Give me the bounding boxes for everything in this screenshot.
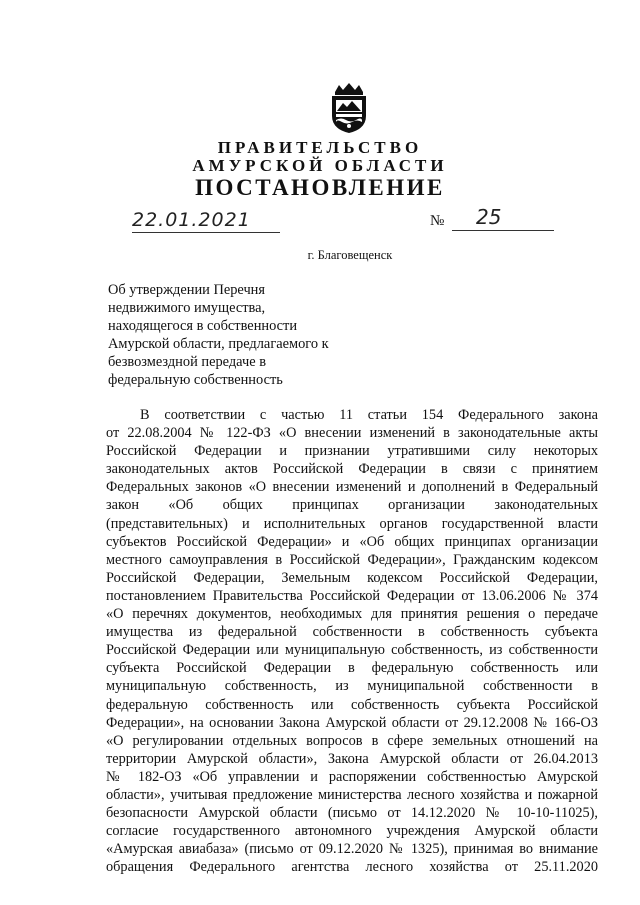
body-line: субъекта Российской Федерации в федеральную собственность или	[106, 660, 598, 677]
body-line: закон «Об общих принципах организации законодательных	[106, 497, 598, 514]
body-line: № 182-ОЗ «Об управлении и распоряжении собственностью Амурской	[106, 768, 598, 785]
body-line: местного самоуправления в Российской Федерации», Гражданским кодексом	[106, 551, 598, 568]
body-line: В соответствии с частью 11 статьи 154 Федерального закона	[140, 407, 598, 423]
body-line: имущества из федеральной собственности в собственность субъекта	[106, 624, 598, 641]
body-line: законодательных актов Российской Федерации в связи с принятием	[106, 461, 598, 478]
body-line: территории Амурской области», Закона Амурской области от 26.04.2013	[106, 750, 598, 767]
body-line: безопасности Амурской области (письмо от 14.12.2020 № 10-10-11025),	[106, 805, 598, 822]
subject-line: недвижимого имущества,	[108, 300, 266, 316]
subject-line: федеральную собственность	[108, 372, 283, 388]
body-line: «Амурская авиабаза» (письмо от 09.12.2020 № 1325), принимая во внимание	[106, 841, 598, 858]
body-line: Федерации», на основании Закона Амурской области от 29.12.2008 № 166-ОЗ	[106, 714, 598, 731]
subject-line: Амурской области, предлагаемого к	[108, 336, 329, 352]
number-label: №	[430, 213, 445, 229]
subject-line: находящегося в собственности	[108, 318, 298, 334]
body-line: Российской Федерации и признании утратившими силу некоторых	[106, 443, 598, 460]
body-line: муниципальную собственность, из муниципальной собственности в	[106, 678, 598, 695]
body-line: согласие государственного автономного учреждения Амурской области	[106, 823, 598, 840]
subject-line: Об утверждении Перечня	[108, 282, 266, 298]
body-line: «О перечнях документов, необходимых для принятия решения о передаче	[106, 606, 598, 623]
body-line: Российской Федерации, Земельным кодексом Российской Федерации,	[106, 569, 598, 586]
body-line: (представительных) и исполнительных органов государственной власти	[106, 515, 598, 532]
body-line: постановлением Правительства Российской Федерации от 13.06.2006 № 374	[106, 587, 598, 604]
org-name-line2: АМУРСКОЙ ОБЛАСТИ	[192, 156, 448, 175]
body-line: Федеральных законов «О внесении изменений и дополнений в Федеральный	[106, 479, 598, 496]
subject-line: безвозмездной передаче в	[108, 354, 266, 370]
coat-of-arms-icon	[327, 82, 371, 134]
document-body	[106, 406, 598, 876]
body-line: субъектов Российской Федерации» и «Об общих принципах организации	[106, 533, 598, 550]
body-line: области», учитывая предложение министерства лесного хозяйства и пожарной	[106, 786, 598, 803]
city-name: г. Благовещенск	[307, 248, 393, 262]
org-name-line1: ПРАВИТЕЛЬСТВО	[217, 138, 423, 157]
body-line: обращения Федерального агентства лесного хозяйства от 25.11.2020	[106, 859, 598, 876]
document-number: 25	[452, 205, 554, 231]
body-line: федеральную собственность или собственность субъекта Российской	[106, 696, 598, 713]
body-line: «О регулировании отдельных вопросов в сфере земельных отношений на	[106, 732, 598, 749]
document-type-title: ПОСТАНОВЛЕНИЕ	[195, 175, 445, 200]
document-date: 22.01.2021	[132, 208, 280, 233]
body-line: от 22.08.2004 № 122-ФЗ «О внесении изменений в законодательные акты	[106, 425, 598, 442]
document-subject	[108, 281, 408, 389]
body-line: Российской Федерации или муниципальную собственность, из собственности	[106, 642, 598, 659]
